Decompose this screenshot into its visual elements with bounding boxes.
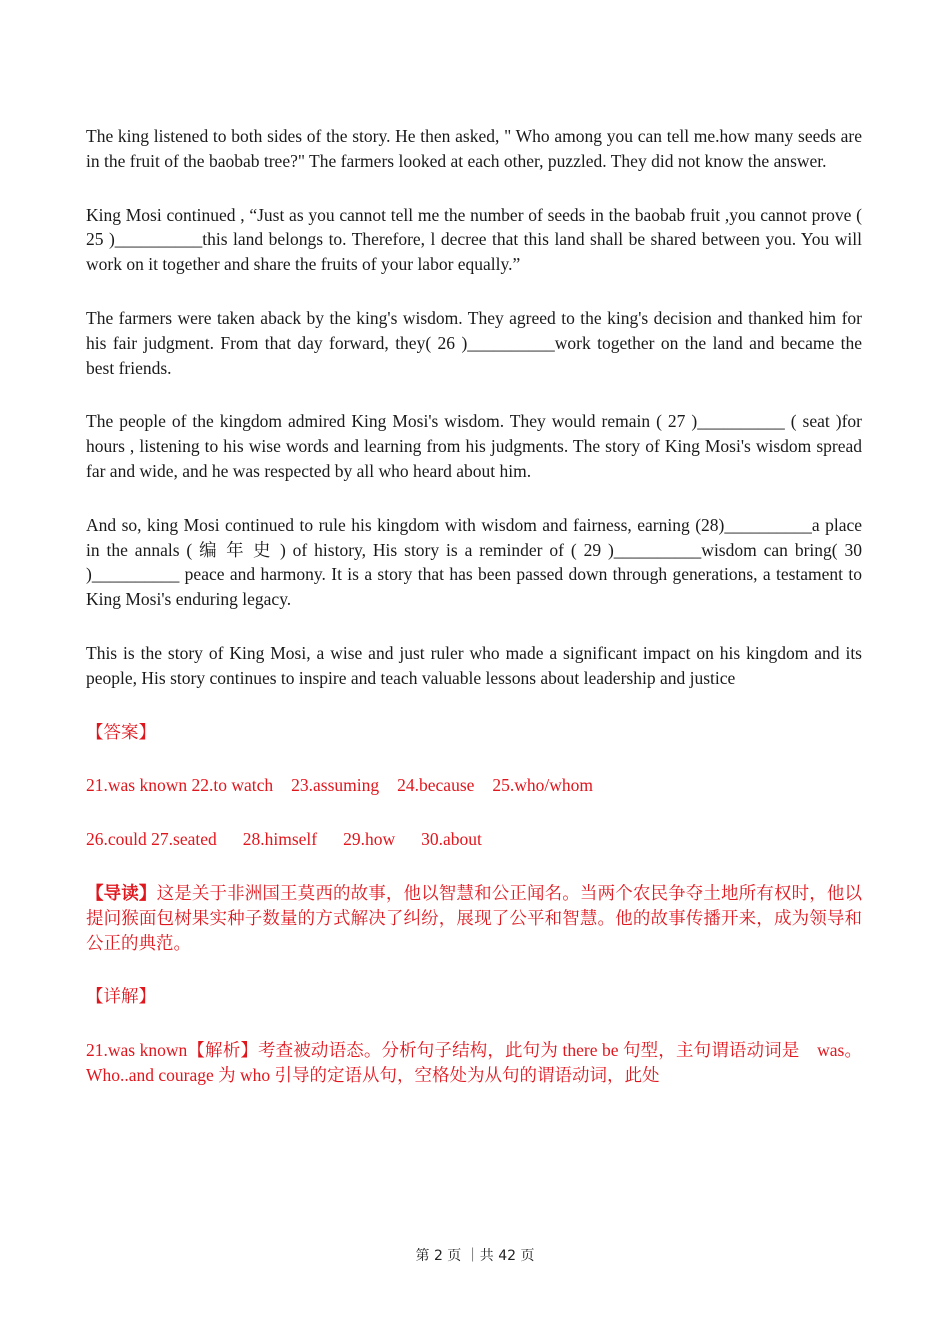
answer-24: 24.because <box>397 775 475 796</box>
detail-q21-tag: 【解析】 <box>187 1040 258 1061</box>
answer-25: 25.who/whom <box>492 775 594 796</box>
passage-paragraph-2: King Mosi continued , “Just as you cannot tell me the number of seeds in the baobab fruit ,you cannot prove ( 25 )__________this land belongs to. Therefore, l decree that this land shall be shared between you. You will work on it together and share the fruits of your labor equally.” <box>86 204 862 275</box>
answer-29: 29.how <box>343 829 396 850</box>
detail-q21-head: 21.was known <box>86 1040 188 1061</box>
answer-26-27: 26.could 27.seated <box>86 829 217 850</box>
answer-28: 28.himself <box>242 829 318 850</box>
answer-23: 23.assuming <box>291 775 380 796</box>
detail-heading: 【详解】 <box>86 986 156 1007</box>
guide-paragraph <box>86 881 862 955</box>
passage-paragraph-5: And so, king Mosi continued to rule his kingdom with wisdom and fairness, earning (28)__________a place in the annals ( 编 年 史 ) of history, His story is a reminder of ( 29 )__________wisdom can bring( 30 )__________ peace and harmony. It is a story that has been passed down through generations, a testament to King Mosi's enduring legacy. <box>86 514 862 610</box>
document-page <box>86 124 862 1088</box>
answer-30: 30.about <box>421 829 482 850</box>
answer-row-2 <box>86 827 862 852</box>
answer-heading: 【答案】 <box>86 721 156 742</box>
guide-label: 【导读】 <box>86 882 157 903</box>
passage-paragraph-4: The people of the kingdom admired King Mosi's wisdom. They would remain ( 27 )__________ ( seat )for hours , listening to his wise words and learning from his judgments. The story of King Mosi's wisdom spread far and wide, and he was respected by all who heard about him. <box>86 411 862 481</box>
passage-paragraph-1: The king listened to both sides of the story. He then asked, " Who among you can tell me.how many seeds are in the fruit of the baobab tree?" The farmers looked at each other, puzzled. They did not know the answer. <box>86 126 862 171</box>
detail-q21 <box>86 1038 862 1088</box>
passage-paragraph-6: This is the story of King Mosi, a wise and just ruler who made a significant impact on his kingdom and its people, His story continues to inspire and teach valuable lessons about leadership and justice <box>86 642 862 688</box>
guide-text: 这是关于非洲国王莫西的故事，他以智慧和公正闻名。当两个农民争夺土地所有权时，他以提问猴面包树果实种子数量的方式解决了纠纷，展现了公平和智慧。他的故事传播开来，成为领导和公正的典范。 <box>86 882 863 953</box>
answer-21-22: 21.was known 22.to watch <box>86 775 274 796</box>
page-footer: 第 2 页 ｜共 42 页 <box>415 1248 535 1264</box>
detail-q21-text: 考查被动语态。分析句子结构，此句为 there be 句型，主句谓语动词是 was。Who..and courage 为 who 引导的定语从句，空格处为从句的谓语动词，此处 <box>86 1040 862 1085</box>
answer-row-1 <box>86 773 862 798</box>
passage-paragraph-3: The farmers were taken aback by the king's wisdom. They agreed to the king's decision and thanked him for his fair judgment. From that day forward, they( 26 )__________work together on the land and became the best friends. <box>86 307 862 378</box>
